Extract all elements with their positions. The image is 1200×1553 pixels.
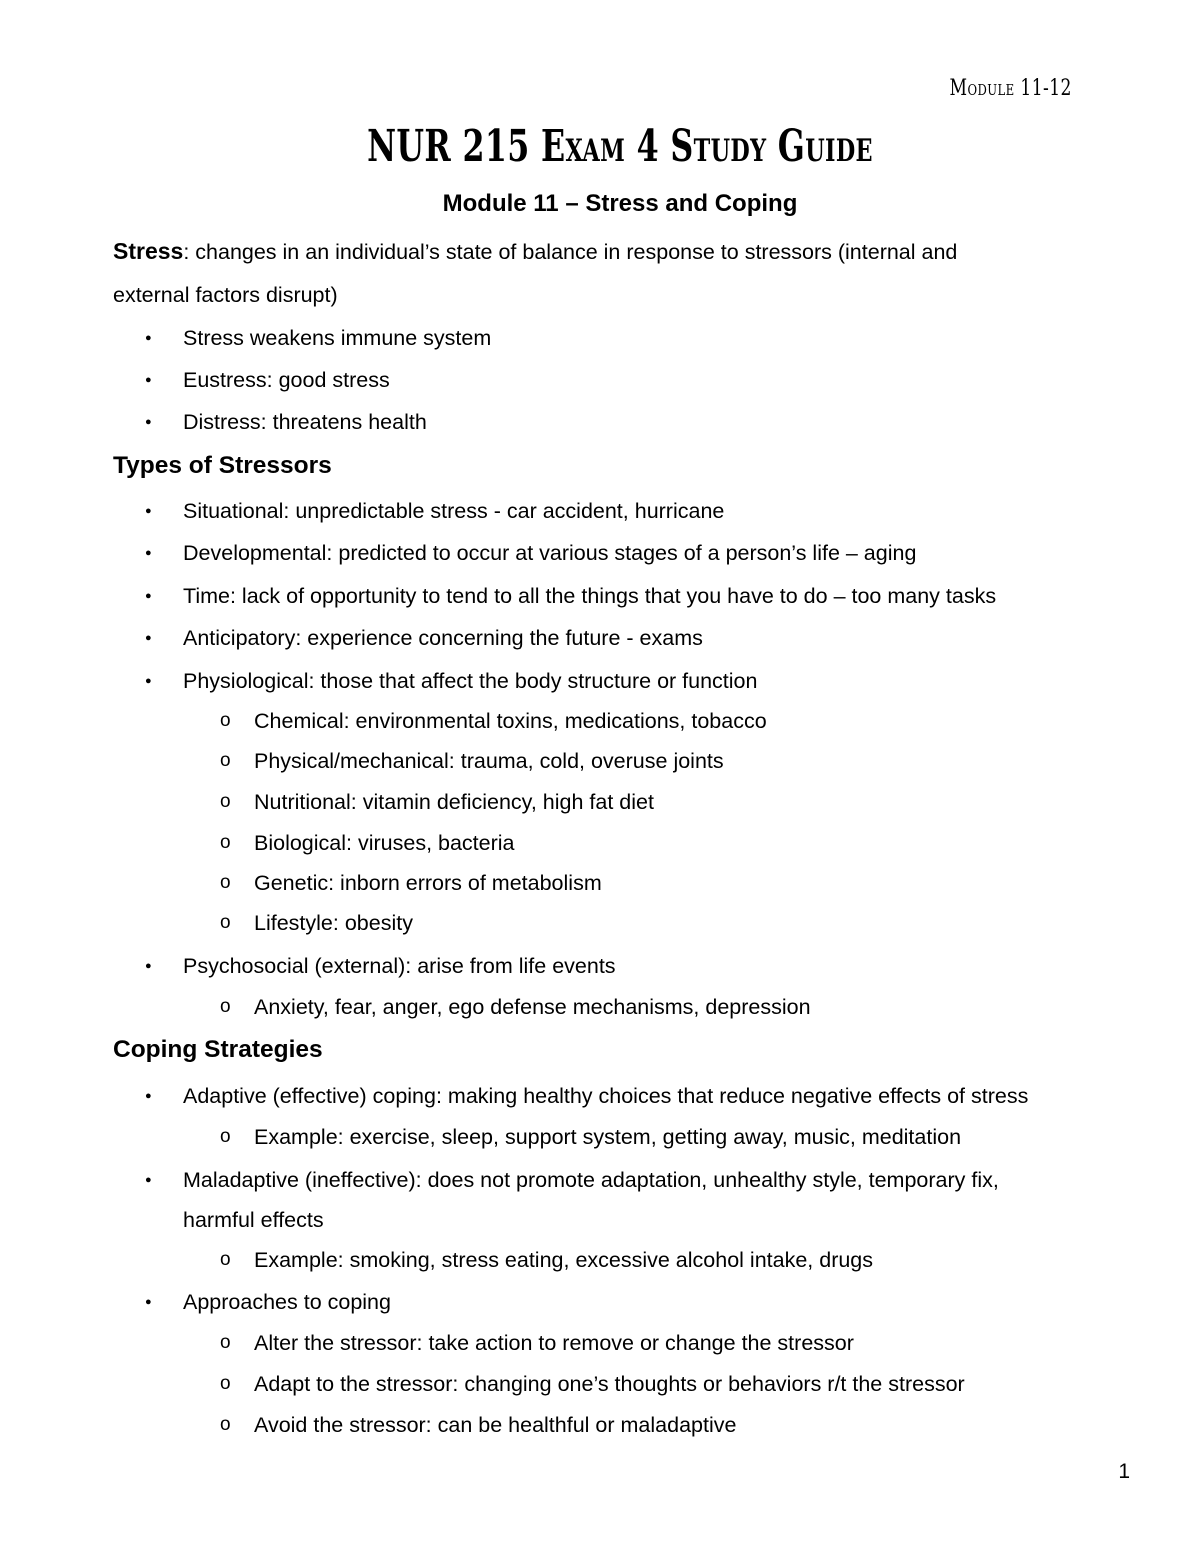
page-number: 1 — [1118, 1460, 1130, 1483]
coping-maladaptive-example: o Example: smoking, stress eating, excessive alcohol intake, drugs — [254, 1248, 873, 1273]
stress-bullet-3: ● Distress: threatens health — [183, 410, 427, 435]
coping-adaptive: ● Adaptive (effective) coping: making healthy choices that reduce negative effects of stress — [183, 1084, 1028, 1109]
coping-maladaptive: ● Maladaptive (ineffective): does not promote adaptation, unhealthy style, temporary fix, — [183, 1168, 999, 1193]
stress-definition-text: : changes in an individual’s state of balance in response to stressors (internal and — [183, 240, 958, 264]
module-heading: Module 11 – Stress and Coping — [442, 190, 798, 217]
coping-approaches: ● Approaches to coping — [183, 1290, 391, 1315]
coping-adaptive-example: o Example: exercise, sleep, support system, getting away, music, meditation — [254, 1125, 961, 1150]
physiological-nutritional: o Nutritional: vitamin deficiency, high fat diet — [254, 790, 654, 815]
stress-bullet-2: ● Eustress: good stress — [183, 368, 390, 393]
stress-definition-line-1 — [113, 230, 957, 274]
approach-adapt: o Adapt to the stressor: changing one’s thoughts or behaviors r/t the stressor — [254, 1372, 965, 1397]
approach-alter: o Alter the stressor: take action to remove or change the stressor — [254, 1331, 854, 1356]
stressor-anticipatory: ● Anticipatory: experience concerning the future - exams — [183, 626, 703, 651]
physiological-physical: o Physical/mechanical: trauma, cold, overuse joints — [254, 749, 724, 774]
physiological-lifestyle: o Lifestyle: obesity — [254, 911, 413, 936]
stressor-developmental: ● Developmental: predicted to occur at various stages of a person’s life – aging — [183, 541, 916, 566]
stress-definition-line-2: external factors disrupt) — [113, 283, 338, 307]
stressor-psychosocial: ● Psychosocial (external): arise from life events — [183, 954, 616, 979]
stress-bullet-1: ● Stress weakens immune system — [183, 326, 491, 351]
types-of-stressors-heading: Types of Stressors — [113, 452, 332, 479]
coping-maladaptive-continued: harmful effects — [183, 1208, 324, 1232]
stressor-time: ● Time: lack of opportunity to tend to all the things that you have to do – too many tasks — [183, 584, 996, 609]
physiological-chemical: o Chemical: environmental toxins, medications, tobacco — [254, 709, 767, 734]
coping-strategies-heading: Coping Strategies — [113, 1036, 323, 1063]
approach-avoid: o Avoid the stressor: can be healthful or maladaptive — [254, 1413, 736, 1438]
document-title: NUR 215 Exam 4 Study Guide — [367, 121, 873, 172]
module-range-label: Module 11-12 — [949, 76, 1072, 101]
stress-definition — [113, 230, 957, 317]
psychosocial-examples: o Anxiety, fear, anger, ego defense mechanisms, depression — [254, 995, 811, 1020]
physiological-genetic: o Genetic: inborn errors of metabolism — [254, 871, 602, 896]
stress-term: Stress — [113, 238, 184, 264]
stressor-physiological: ● Physiological: those that affect the body structure or function — [183, 669, 757, 694]
physiological-biological: o Biological: viruses, bacteria — [254, 831, 515, 856]
stressor-situational: ● Situational: unpredictable stress - car accident, hurricane — [183, 499, 724, 524]
